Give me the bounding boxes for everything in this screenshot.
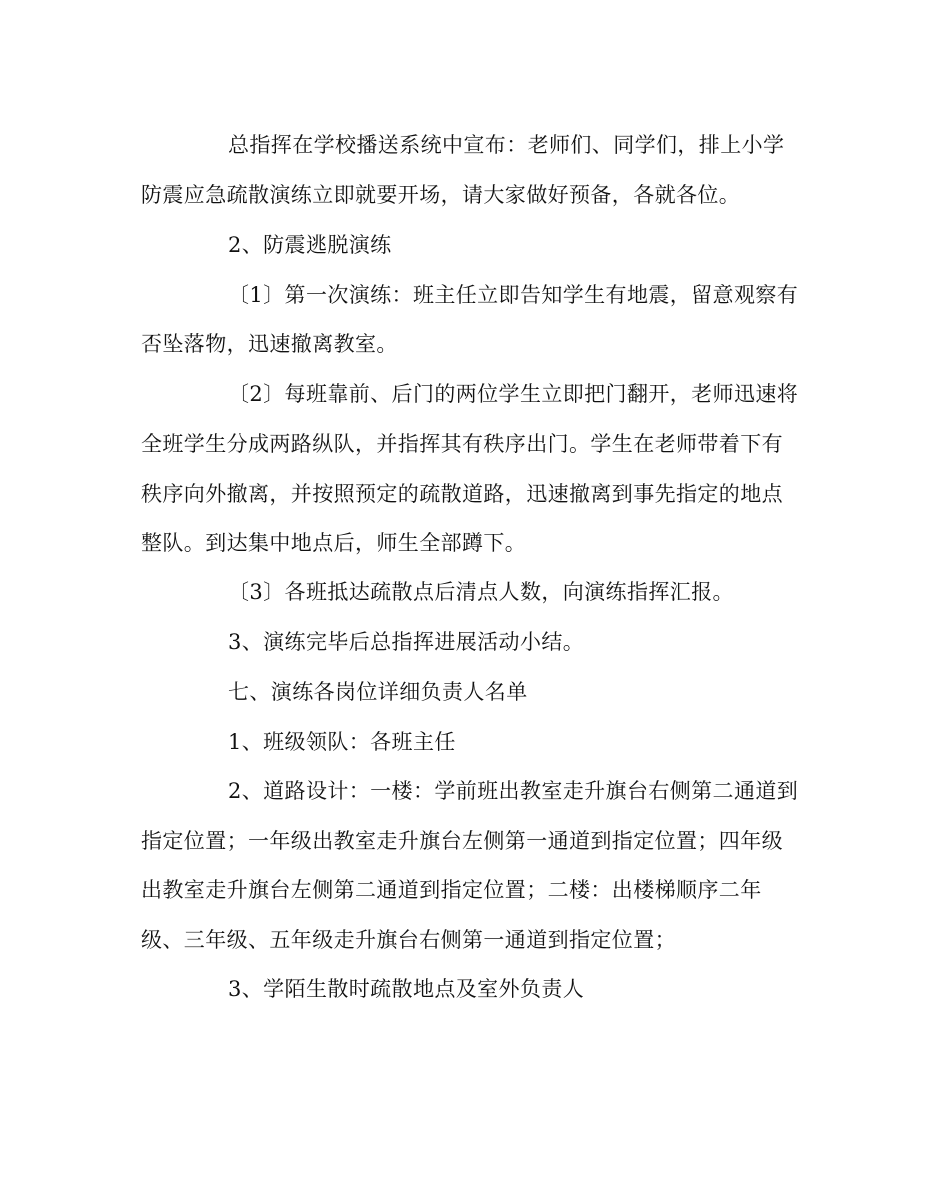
paragraph-line-11: 3、演练完毕后总指挥进展活动小结。	[228, 630, 585, 654]
section-heading-responsible-list: 七、演练各岗位详细负责人名单	[228, 680, 528, 704]
paragraph-line-17: 级、三年级、五年级走升旗台右侧第一通道到指定位置；	[141, 928, 676, 952]
paragraph-line-1: 总指挥在学校播送系统中宣布：老师们、同学们，排上小学	[228, 133, 785, 157]
paragraph-line-16: 出教室走升旗台左侧第二通道到指定位置；二楼：出楼梯顺序二年	[141, 878, 762, 902]
paragraph-line-10: 〔3〕各班抵达疏散点后清点人数，向演练指挥汇报。	[228, 580, 734, 604]
paragraph-line-18: 3、学陌生散时疏散地点及室外负责人	[228, 977, 585, 1001]
paragraph-line-14: 2、道路设计：一楼：学前班出教室走升旗台右侧第二通道到	[228, 779, 799, 803]
paragraph-line-13: 1、班级领队：各班主任	[228, 730, 456, 754]
paragraph-line-4: 〔1〕第一次演练：班主任立即告知学生有地震，留意观察有	[228, 283, 799, 307]
paragraph-line-5: 否坠落物，迅速撤离教室。	[141, 332, 398, 356]
paragraph-line-7: 全班学生分成两路纵队，并指挥其有秩序出门。学生在老师带着下有	[141, 432, 783, 456]
paragraph-line-8: 秩序向外撤离，并按照预定的疏散道路，迅速撤离到事先指定的地点	[141, 482, 783, 506]
paragraph-line-9: 整队。到达集中地点后，师生全部蹲下。	[141, 531, 527, 555]
paragraph-line-2: 防震应急疏散演练立即就要开场，请大家做好预备，各就各位。	[141, 183, 741, 207]
paragraph-line-6: 〔2〕每班靠前、后门的两位学生立即把门翻开，老师迅速将	[228, 382, 799, 406]
paragraph-line-15: 指定位置；一年级出教室走升旗台左侧第一通道到指定位置；四年级	[141, 829, 783, 853]
section-heading-escape-drill: 2、防震逃脱演练	[228, 233, 392, 257]
